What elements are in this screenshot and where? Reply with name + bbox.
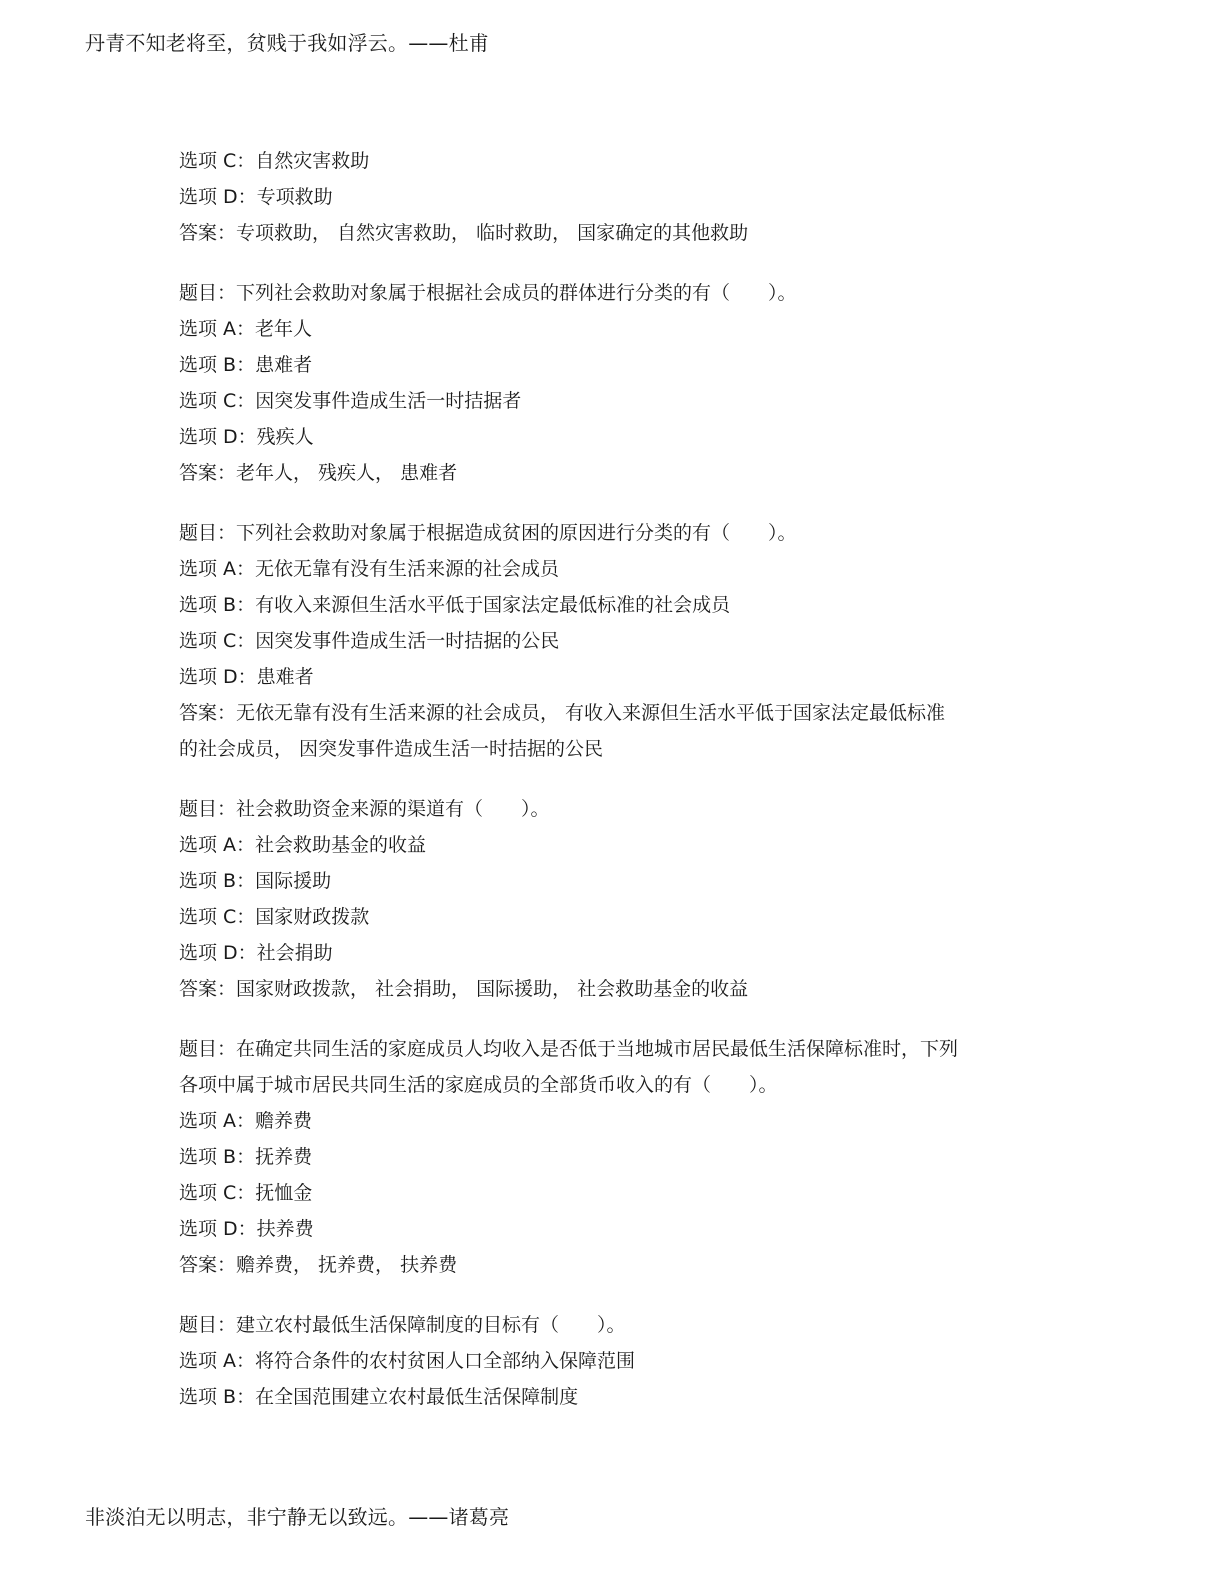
question-block [179,275,1059,491]
option-c: 选项 C：抚恤金 [179,1182,313,1204]
answer: 答案：国家财政拨款， 社会捐助， 国际援助， 社会救助基金的收益 [179,978,749,1000]
option-d: 选项 D：残疾人 [179,426,314,448]
answer: 答案：专项救助， 自然灾害救助， 临时救助， 国家确定的其他救助 [179,222,749,244]
option-a: 选项 A：赡养费 [179,1110,313,1132]
option-c: 选项 C：因突发事件造成生活一时拮据者 [179,390,522,412]
question-block [179,1307,1059,1415]
option-d: 选项 D：扶养费 [179,1218,314,1240]
question-text: 题目：下列社会救助对象属于根据造成贫困的原因进行分类的有（ ）。 [179,522,797,544]
question-text-line-2: 各项中属于城市居民共同生活的家庭成员的全部货币收入的有（ ）。 [179,1074,778,1096]
option-c: 选项 C：因突发事件造成生活一时拮据的公民 [179,630,560,652]
question-list [179,143,1059,1415]
option-d: 选项 D：专项救助 [179,186,333,208]
option-c: 选项 C：自然灾害救助 [179,150,370,172]
question-block [179,515,1059,767]
question-block [179,791,1059,1007]
answer: 答案：赡养费， 抚养费， 扶养费 [179,1254,458,1276]
question-text-line-1: 题目：在确定共同生活的家庭成员人均收入是否低于当地城市居民最低生活保障标准时，下列 [179,1038,959,1060]
question-text: 题目：社会救助资金来源的渠道有（ ）。 [179,798,550,820]
option-b: 选项 B：国际援助 [179,870,332,892]
option-a: 选项 A：社会救助基金的收益 [179,834,427,856]
option-d: 选项 D：患难者 [179,666,314,688]
option-b: 选项 B：在全国范围建立农村最低生活保障制度 [179,1386,579,1408]
question-text: 题目：下列社会救助对象属于根据社会成员的群体进行分类的有（ ）。 [179,282,797,304]
option-a: 选项 A：无依无靠有没有生活来源的社会成员 [179,558,560,580]
question-text: 题目：建立农村最低生活保障制度的目标有（ ）。 [179,1314,626,1336]
question-block [179,1031,1059,1283]
option-c: 选项 C：国家财政拨款 [179,906,370,928]
option-b: 选项 B：有收入来源但生活水平低于国家法定最低标准的社会成员 [179,594,731,616]
answer-line-2: 的社会成员， 因突发事件造成生活一时拮据的公民 [179,738,604,760]
question-fragment [179,143,1059,251]
option-d: 选项 D：社会捐助 [179,942,333,964]
option-a: 选项 A：将符合条件的农村贫困人口全部纳入保障范围 [179,1350,636,1372]
option-a: 选项 A：老年人 [179,318,313,340]
option-b: 选项 B：患难者 [179,354,313,376]
option-b: 选项 B：抚养费 [179,1146,313,1168]
footer-quote: 非淡泊无以明志，非宁静无以致远。——诸葛亮 [85,1505,510,1529]
answer-line-1: 答案：无依无靠有没有生活来源的社会成员， 有收入来源但生活水平低于国家法定最低标准 [179,702,946,724]
header-quote: 丹青不知老将至，贫贱于我如浮云。——杜甫 [85,31,489,55]
answer: 答案：老年人， 残疾人， 患难者 [179,462,458,484]
